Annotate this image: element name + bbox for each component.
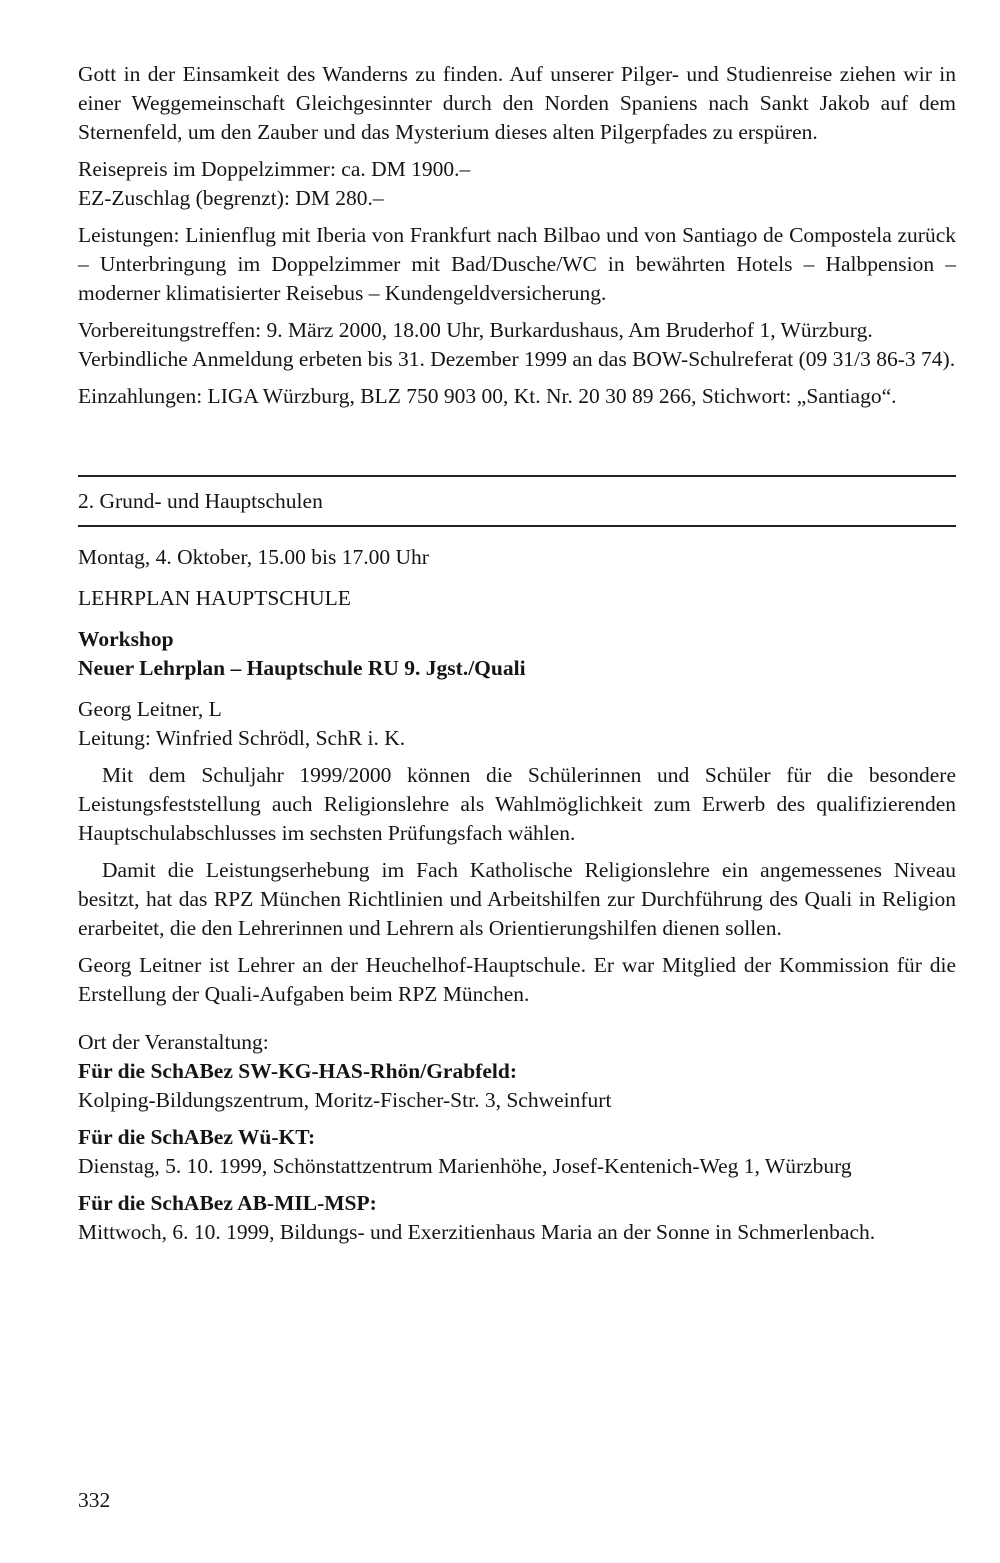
description-paragraph-2: Damit die Leistungserhebung im Fach Katholische Religionslehre ein angemessenes Niveau besitzt, hat das RPZ München Richtlinien und Arbeitshilfen zur Durchführung des Quali in Religion erarbeitet, die den Lehrerinnen und Lehrern als Orientierungshilfen dienen sollen. — [78, 858, 956, 940]
event-lead: Leitung: Winfried Schrödl, SchR i. K. — [78, 726, 406, 750]
intro-paragraph: Gott in der Einsamkeit des Wanderns zu finden. Auf unserer Pilger- und Studienreise ziehen wir in einer Weggemeinschaft Gleichgesinnter durch den Norden Spaniens nach Sankt Jakob auf dem Sternenfeld, um den Zauber und das Mysterium dieses alten Pilgerpfades zu erspüren. — [78, 62, 956, 144]
venue-heading-2: Für die SchABez Wü-KT: — [78, 1125, 316, 1149]
page-number: 332 — [78, 1488, 111, 1512]
page-content — [78, 60, 956, 1247]
venue-heading-3: Für die SchABez AB-MIL-MSP: — [78, 1191, 377, 1215]
price-single-supplement: EZ-Zuschlag (begrenzt): DM 280.– — [78, 186, 384, 210]
preparation-meeting: Vorbereitungstreffen: 9. März 2000, 18.00 Uhr, Burkardushaus, Am Bruderhof 1, Würzburg. — [78, 318, 873, 342]
price-double-room: Reisepreis im Doppelzimmer: ca. DM 1900.– — [78, 157, 471, 181]
venue-text-1: Kolping-Bildungszentrum, Moritz-Fischer-Str. 3, Schweinfurt — [78, 1088, 612, 1112]
event-title: Neuer Lehrplan – Hauptschule RU 9. Jgst./Quali — [78, 656, 526, 680]
speaker-bio: Georg Leitner ist Lehrer an der Heuchelhof-Hauptschule. Er war Mitglied der Kommission für die Erstellung der Quali-Aufgaben beim RPZ München. — [78, 953, 956, 1006]
event-speaker: Georg Leitner, L — [78, 697, 222, 721]
event-date-time: Montag, 4. Oktober, 15.00 bis 17.00 Uhr — [78, 545, 429, 569]
event-topic: LEHRPLAN HAUPTSCHULE — [78, 586, 351, 610]
section-heading: 2. Grund- und Hauptschulen — [78, 489, 323, 513]
section-top-rule — [78, 475, 956, 477]
payment-details: Einzahlungen: LIGA Würzburg, BLZ 750 903 00, Kt. Nr. 20 30 89 266, Stichwort: „Santiago“. — [78, 384, 897, 408]
venue-heading-1: Für die SchABez SW-KG-HAS-Rhön/Grabfeld: — [78, 1059, 517, 1083]
services-paragraph: Leistungen: Linienflug mit Iberia von Frankfurt nach Bilbao und von Santiago de Compostela zurück – Unterbringung im Doppelzimmer mit Bad/Dusche/WC in bewährten Hotels – Halbpension – moderner klimatisierter Reisebus – Kundengeldversicherung. — [78, 223, 956, 305]
event-type: Workshop — [78, 627, 174, 651]
description-paragraph-1: Mit dem Schuljahr 1999/2000 können die Schülerinnen und Schüler für die besondere Leistungsfeststellung auch Religionslehre als Wahlmöglichkeit zum Erwerb des qualifizierenden Hauptschulabschlusses im sechsten Prüfungsfach wählen. — [78, 763, 956, 845]
venue-label: Ort der Veranstaltung: — [78, 1030, 269, 1054]
registration-note: Verbindliche Anmeldung erbeten bis 31. Dezember 1999 an das BOW-Schulreferat (09 31/3 86-3 74). — [78, 347, 956, 371]
venue-text-2: Dienstag, 5. 10. 1999, Schönstattzentrum Marienhöhe, Josef-Kentenich-Weg 1, Würzburg — [78, 1154, 852, 1178]
venue-text-3: Mittwoch, 6. 10. 1999, Bildungs- und Exerzitienhaus Maria an der Sonne in Schmerlenbach. — [78, 1220, 876, 1244]
section-bottom-rule — [78, 525, 956, 527]
